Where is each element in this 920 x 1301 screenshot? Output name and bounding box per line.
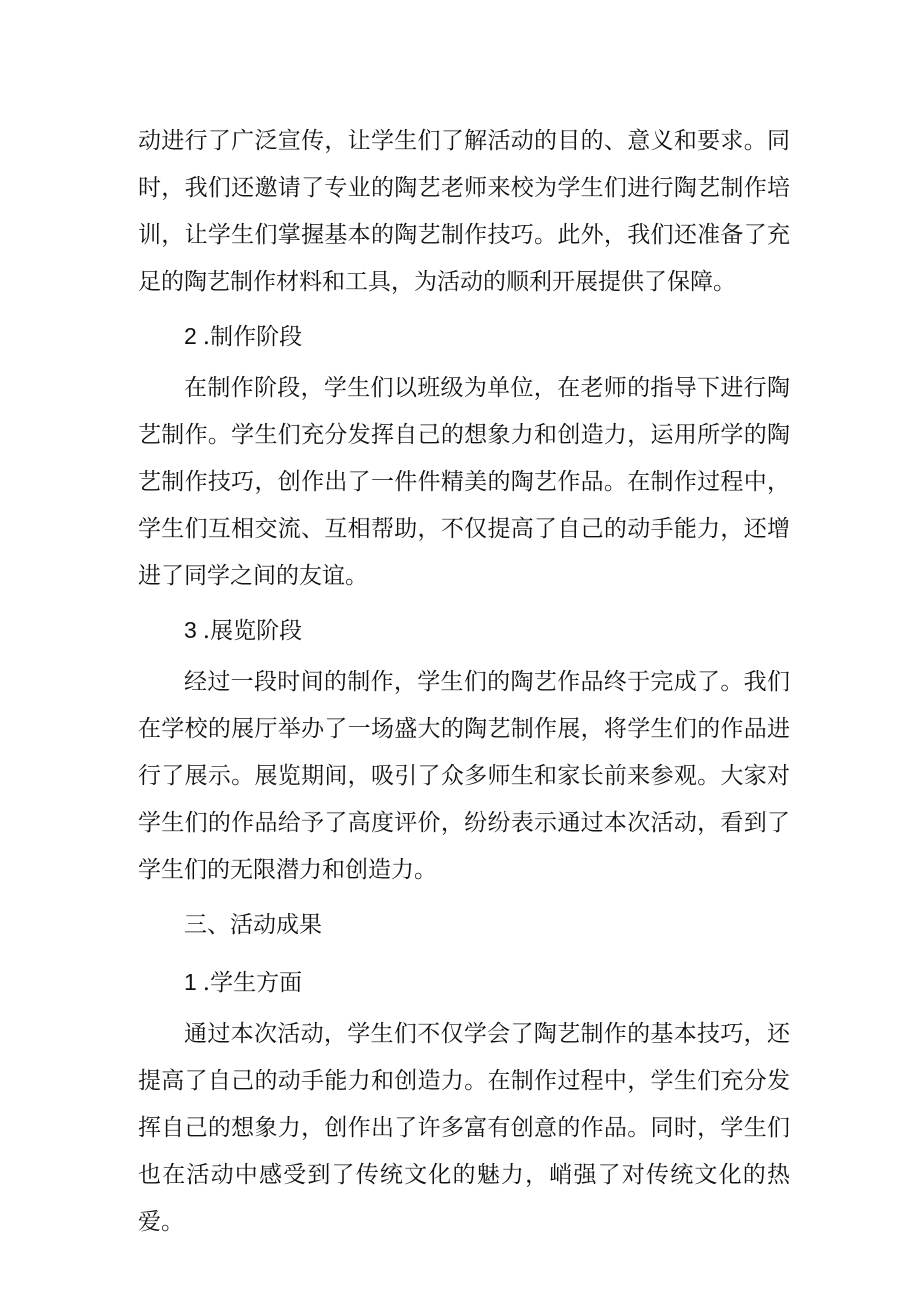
heading-number: 1	[184, 969, 197, 995]
paragraph-exhibition-stage: 经过一段时间的制作，学生们的陶艺作品终于完成了。我们在学校的展厅举办了一场盛大的陶艺制作展，将学生们的作品进行了展示。展览期间，吸引了众多师生和家长前来参观。大家对学生们的作品给予了高度评价，纷纷表示通过本次活动，看到了学生们的无限潜力和创造力。	[138, 669, 790, 883]
heading-number: 2	[184, 323, 197, 349]
heading-text: .学生方面	[202, 970, 303, 996]
heading-text: .制作阶段	[202, 324, 303, 350]
heading-text: .展览阶段	[202, 618, 303, 644]
heading-production-stage	[138, 308, 790, 365]
heading-student-aspect	[138, 954, 790, 1011]
paragraph-student-aspect: 通过本次活动，学生们不仅学会了陶艺制作的基本技巧，还提高了自己的动手能力和创造力。在制作过程中，学生们充分发挥自己的想象力，创作出了许多富有创意的作品。同时，学生们也在活动中感受到了传统文化的魅力，峭强了对传统文化的热爱。	[138, 1021, 790, 1235]
heading-number: 3	[184, 617, 197, 643]
heading-exhibition-stage	[138, 602, 790, 659]
section-heading-results: 三、活动成果	[184, 912, 322, 938]
paragraph-preparation-continued: 动进行了广泛宣传，让学生们了解活动的目的、意义和要求。同时，我们还邀请了专业的陶艺老师来校为学生们进行陶艺制作培训，让学生们掌握基本的陶艺制作技巧。此外，我们还准备了充足的陶艺制作材料和工具，为活动的顺利开展提供了保障。	[138, 128, 790, 295]
document-page	[138, 118, 790, 1246]
paragraph-production-stage: 在制作阶段，学生们以班级为单位，在老师的指导下进行陶艺制作。学生们充分发挥自己的想象力和创造力，运用所学的陶艺制作技巧，创作出了一件件精美的陶艺作品。在制作过程中，学生们互相交流、互相帮助，不仅提高了自己的动手能力，还增进了同学之间的友谊。	[138, 375, 790, 589]
